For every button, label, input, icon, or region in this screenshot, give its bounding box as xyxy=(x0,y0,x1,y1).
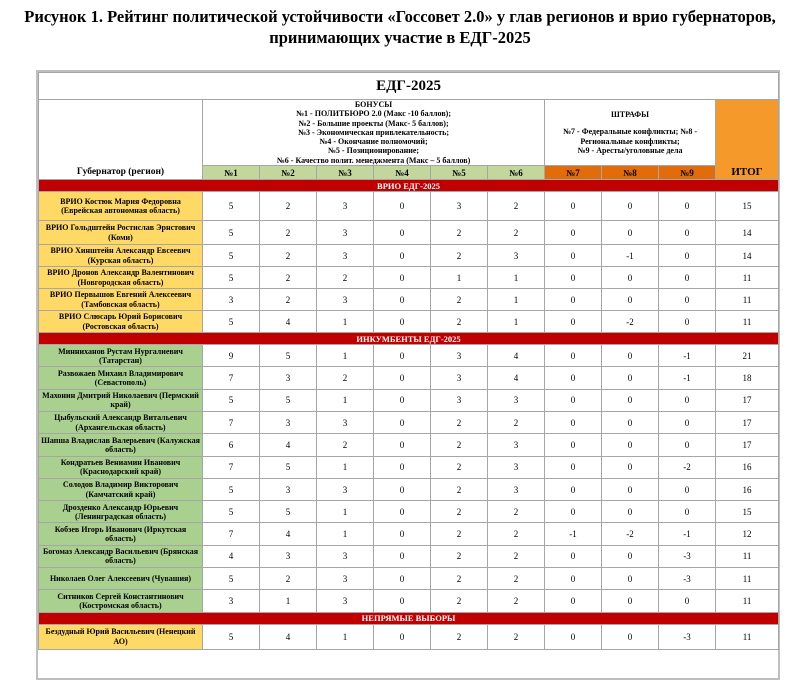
score-cell: 7 xyxy=(203,411,260,433)
score-cell: 0 xyxy=(374,221,431,245)
figure-title: Рисунок 1. Рейтинг политической устойчивости «Госсовет 2.0» у глав регионов и врио губернаторов, принимающих участие в ЕДГ-2025 xyxy=(24,7,776,47)
score-cell: 0 xyxy=(602,568,659,590)
score-cell: 3 xyxy=(488,456,545,478)
score-cell: 7 xyxy=(203,367,260,389)
score-cell: 3 xyxy=(488,389,545,411)
score-cell: 0 xyxy=(602,501,659,523)
score-cell: 5 xyxy=(203,267,260,289)
score-cell: 3 xyxy=(431,389,488,411)
score-cell: 3 xyxy=(260,478,317,500)
score-cell: 2 xyxy=(431,221,488,245)
score-cell: 3 xyxy=(317,545,374,567)
score-cell: 2 xyxy=(317,267,374,289)
governor-name: Богомаз Александр Васильевич (Брянская область) xyxy=(39,545,203,567)
governor-name: Солодов Владимир Викторович (Камчатский край) xyxy=(39,478,203,500)
bonus-line: №2 - Большие проекты (Макс- 5 баллов); xyxy=(298,118,449,128)
score-cell: 0 xyxy=(545,545,602,567)
score-cell: -1 xyxy=(602,245,659,267)
table-row xyxy=(39,221,779,245)
score-cell: 0 xyxy=(659,245,716,267)
bonus-line: №1 - ПОЛИТБЮРО 2.0 (Макс -10 баллов); xyxy=(296,109,451,119)
governor-name: Минниханов Рустам Нургалиевич (Татарстан) xyxy=(39,345,203,367)
score-cell: 3 xyxy=(317,221,374,245)
score-cell: 9 xyxy=(203,345,260,367)
score-cell: 0 xyxy=(545,568,602,590)
score-cell: 0 xyxy=(374,289,431,311)
total-cell: 16 xyxy=(716,478,779,500)
score-cell: 4 xyxy=(488,345,545,367)
score-cell: 4 xyxy=(260,624,317,649)
score-cell: 0 xyxy=(374,434,431,456)
score-cell: 3 xyxy=(203,289,260,311)
table-row xyxy=(39,568,779,590)
governor-name: Николаев Олег Алексеевич (Чувашия) xyxy=(39,568,203,590)
score-cell: 2 xyxy=(431,245,488,267)
column-header-7: №7 xyxy=(545,166,602,180)
score-cell: -1 xyxy=(659,367,716,389)
score-cell: 0 xyxy=(545,411,602,433)
score-cell: 3 xyxy=(488,245,545,267)
score-cell: 4 xyxy=(203,545,260,567)
column-header-2: №2 xyxy=(260,166,317,180)
score-cell: 0 xyxy=(545,245,602,267)
score-cell: 0 xyxy=(545,478,602,500)
score-cell: 5 xyxy=(203,478,260,500)
score-cell: 0 xyxy=(374,568,431,590)
score-cell: 3 xyxy=(260,545,317,567)
score-cell: 1 xyxy=(488,289,545,311)
score-cell: 0 xyxy=(602,389,659,411)
score-cell: 1 xyxy=(317,389,374,411)
score-cell: 3 xyxy=(431,367,488,389)
bonus-title: БОНУСЫ xyxy=(354,100,393,109)
score-cell: 1 xyxy=(317,345,374,367)
table-row xyxy=(39,501,779,523)
rating-table xyxy=(38,72,779,650)
total-cell: 17 xyxy=(716,389,779,411)
score-cell: 3 xyxy=(317,289,374,311)
score-cell: 2 xyxy=(431,624,488,649)
score-cell: 0 xyxy=(659,389,716,411)
score-cell: 0 xyxy=(374,545,431,567)
governor-column-header: Губернатор (регион) xyxy=(39,100,203,180)
score-cell: 4 xyxy=(260,311,317,333)
score-cell: 0 xyxy=(602,590,659,612)
score-cell: 0 xyxy=(659,311,716,333)
score-cell: 2 xyxy=(488,501,545,523)
penalty-title: ШТРАФЫ xyxy=(611,109,649,119)
score-cell: 0 xyxy=(545,434,602,456)
score-cell: 0 xyxy=(602,411,659,433)
score-cell: 0 xyxy=(659,478,716,500)
score-cell: 3 xyxy=(203,590,260,612)
score-cell: 0 xyxy=(545,624,602,649)
score-cell: 0 xyxy=(545,311,602,333)
score-cell: 2 xyxy=(431,501,488,523)
score-cell: 5 xyxy=(260,345,317,367)
total-cell: 16 xyxy=(716,456,779,478)
score-cell: 0 xyxy=(602,221,659,245)
score-cell: 0 xyxy=(374,456,431,478)
score-cell: 0 xyxy=(602,192,659,221)
column-header-3: №3 xyxy=(317,166,374,180)
score-cell: 5 xyxy=(203,221,260,245)
score-cell: 0 xyxy=(545,501,602,523)
total-cell: 15 xyxy=(716,501,779,523)
score-cell: 0 xyxy=(374,389,431,411)
score-cell: 5 xyxy=(203,192,260,221)
score-cell: 1 xyxy=(488,267,545,289)
score-cell: -1 xyxy=(659,523,716,545)
score-cell: 2 xyxy=(317,434,374,456)
score-cell: 2 xyxy=(431,411,488,433)
score-cell: 5 xyxy=(260,501,317,523)
score-cell: 2 xyxy=(431,545,488,567)
score-cell: 5 xyxy=(203,568,260,590)
score-cell: 5 xyxy=(203,624,260,649)
total-cell: 12 xyxy=(716,523,779,545)
section-header: ВРИО ЕДГ-2025 xyxy=(39,180,779,192)
score-cell: 0 xyxy=(374,624,431,649)
table-row xyxy=(39,289,779,311)
score-cell: 0 xyxy=(659,192,716,221)
score-cell: 0 xyxy=(602,545,659,567)
total-cell: 14 xyxy=(716,245,779,267)
total-cell: 11 xyxy=(716,545,779,567)
column-header-1: №1 xyxy=(203,166,260,180)
score-cell: 2 xyxy=(431,523,488,545)
governor-name: Кондратьев Вениамин Иванович (Краснодарский край) xyxy=(39,456,203,478)
bonus-line: №6 - Качество полит. менеджмента (Макс – 5 баллов) xyxy=(276,155,471,165)
score-cell: 1 xyxy=(317,624,374,649)
governor-name: Развожаев Михаил Владимирович (Севастополь) xyxy=(39,367,203,389)
score-cell: 1 xyxy=(317,523,374,545)
score-cell: 2 xyxy=(260,267,317,289)
score-cell: 1 xyxy=(317,501,374,523)
score-cell: 1 xyxy=(317,456,374,478)
score-cell: -2 xyxy=(659,456,716,478)
score-cell: -3 xyxy=(659,568,716,590)
score-cell: 3 xyxy=(317,478,374,500)
column-header-5: №5 xyxy=(431,166,488,180)
score-cell: 0 xyxy=(374,192,431,221)
table-row xyxy=(39,545,779,567)
score-cell: 3 xyxy=(260,411,317,433)
score-cell: 2 xyxy=(317,367,374,389)
score-cell: 2 xyxy=(488,221,545,245)
score-cell: 2 xyxy=(431,590,488,612)
score-cell: 0 xyxy=(602,434,659,456)
score-cell: -2 xyxy=(602,523,659,545)
score-cell: 5 xyxy=(203,245,260,267)
score-cell: 0 xyxy=(374,311,431,333)
score-cell: 0 xyxy=(602,267,659,289)
table-row xyxy=(39,590,779,612)
score-cell: 0 xyxy=(374,267,431,289)
score-cell: 0 xyxy=(374,367,431,389)
score-cell: 0 xyxy=(374,411,431,433)
penalty-line: №9 - Аресты/уголовные дела xyxy=(577,145,683,155)
total-cell: 11 xyxy=(716,267,779,289)
table-row xyxy=(39,245,779,267)
score-cell: 2 xyxy=(260,568,317,590)
score-cell: 0 xyxy=(374,345,431,367)
governor-name: Бездудный Юрий Васильевич (Ненецкий АО) xyxy=(39,624,203,649)
score-cell: 0 xyxy=(545,221,602,245)
score-cell: 1 xyxy=(260,590,317,612)
governor-name: ВРИО Дронов Александр Валентинович (Новгородская область) xyxy=(39,267,203,289)
score-cell: 5 xyxy=(260,389,317,411)
bonus-line: №3 - Экономическая привлекательность; xyxy=(297,127,450,137)
section-header: ИНКУМБЕНТЫ ЕДГ-2025 xyxy=(39,333,779,345)
score-cell: 4 xyxy=(260,523,317,545)
table-row xyxy=(39,192,779,221)
score-cell: 3 xyxy=(317,245,374,267)
score-cell: 0 xyxy=(545,345,602,367)
score-cell: 0 xyxy=(602,345,659,367)
score-cell: -1 xyxy=(659,345,716,367)
table-row xyxy=(39,311,779,333)
table-row xyxy=(39,411,779,433)
score-cell: -1 xyxy=(545,523,602,545)
score-cell: 0 xyxy=(545,590,602,612)
score-cell: 1 xyxy=(488,311,545,333)
score-cell: 0 xyxy=(602,624,659,649)
table-row xyxy=(39,523,779,545)
score-cell: 7 xyxy=(203,456,260,478)
score-cell: 2 xyxy=(488,411,545,433)
score-cell: 2 xyxy=(260,289,317,311)
score-cell: 4 xyxy=(260,434,317,456)
table-row xyxy=(39,267,779,289)
score-cell: 2 xyxy=(431,478,488,500)
table-row xyxy=(39,389,779,411)
score-cell: 3 xyxy=(317,590,374,612)
total-cell: 11 xyxy=(716,590,779,612)
score-cell: 2 xyxy=(431,434,488,456)
score-cell: 0 xyxy=(659,267,716,289)
score-cell: 3 xyxy=(260,367,317,389)
score-cell: 6 xyxy=(203,434,260,456)
score-cell: 2 xyxy=(488,568,545,590)
total-cell: 11 xyxy=(716,311,779,333)
total-cell: 21 xyxy=(716,345,779,367)
score-cell: 0 xyxy=(659,590,716,612)
penalty-header xyxy=(545,100,716,166)
governor-name: ВРИО Первышов Евгений Алексеевич (Тамбовская область) xyxy=(39,289,203,311)
score-cell: 2 xyxy=(431,289,488,311)
score-cell: 0 xyxy=(374,523,431,545)
total-cell: 18 xyxy=(716,367,779,389)
score-cell: 0 xyxy=(602,478,659,500)
score-cell: 5 xyxy=(260,456,317,478)
total-cell: 14 xyxy=(716,221,779,245)
total-column-header: ИТОГ xyxy=(716,100,779,180)
score-cell: 2 xyxy=(488,523,545,545)
score-cell: 0 xyxy=(374,501,431,523)
table-row xyxy=(39,624,779,649)
column-header-9: №9 xyxy=(659,166,716,180)
score-cell: 0 xyxy=(659,289,716,311)
governor-name: Кобзев Игорь Иванович (Иркутская область) xyxy=(39,523,203,545)
score-cell: 3 xyxy=(317,411,374,433)
table-row xyxy=(39,367,779,389)
bonus-line: №4 - Окончание полномочий; xyxy=(319,137,428,147)
score-cell: 3 xyxy=(431,192,488,221)
section-header: НЕПРЯМЫЕ ВЫБОРЫ xyxy=(39,612,779,624)
governor-name: Шапша Владислав Валерьевич (Калужская область) xyxy=(39,434,203,456)
score-cell: 0 xyxy=(659,434,716,456)
table-row xyxy=(39,434,779,456)
score-cell: 2 xyxy=(260,221,317,245)
governor-name: Ситников Сергей Константинович (Костромская область) xyxy=(39,590,203,612)
score-cell: 2 xyxy=(488,590,545,612)
score-cell: 1 xyxy=(431,267,488,289)
governor-name: ВРИО Костюк Мария Федоровна (Еврейская автономная область) xyxy=(39,192,203,221)
governor-name: Цыбульский Александр Витальевич (Архангельская область) xyxy=(39,411,203,433)
governor-name: ВРИО Слюсарь Юрий Борисович (Ростовская область) xyxy=(39,311,203,333)
score-cell: 7 xyxy=(203,523,260,545)
score-cell: 2 xyxy=(260,192,317,221)
score-cell: 0 xyxy=(602,456,659,478)
governor-name: ВРИО Гольдштейн Ростислав Эрнстович (Коми) xyxy=(39,221,203,245)
score-cell: 5 xyxy=(203,311,260,333)
score-cell: 3 xyxy=(431,345,488,367)
score-cell: 2 xyxy=(431,456,488,478)
governor-name: Дрозденко Александр Юрьевич (Ленинградская область) xyxy=(39,501,203,523)
score-cell: 5 xyxy=(203,501,260,523)
score-cell: 0 xyxy=(659,501,716,523)
column-header-6: №6 xyxy=(488,166,545,180)
score-cell: 0 xyxy=(602,367,659,389)
total-cell: 17 xyxy=(716,434,779,456)
score-cell: -2 xyxy=(602,311,659,333)
score-cell: 0 xyxy=(374,245,431,267)
table-banner: ЕДГ-2025 xyxy=(39,73,779,100)
score-cell: 0 xyxy=(374,478,431,500)
score-cell: -3 xyxy=(659,624,716,649)
bonus-header xyxy=(203,100,545,166)
score-cell: 2 xyxy=(431,311,488,333)
governor-name: ВРИО Хинштейн Александр Евсеевич (Курская область) xyxy=(39,245,203,267)
score-cell: 2 xyxy=(488,624,545,649)
score-cell: 0 xyxy=(659,221,716,245)
governor-name: Махонин Дмитрий Николаевич (Пермский край) xyxy=(39,389,203,411)
score-cell: 3 xyxy=(317,568,374,590)
bonus-line: №5 - Позиционирование; xyxy=(327,146,420,156)
score-cell: 0 xyxy=(545,192,602,221)
score-cell: 2 xyxy=(488,545,545,567)
total-cell: 11 xyxy=(716,289,779,311)
total-cell: 15 xyxy=(716,192,779,221)
score-cell: 0 xyxy=(374,590,431,612)
score-cell: 3 xyxy=(488,478,545,500)
table-row xyxy=(39,478,779,500)
total-cell: 11 xyxy=(716,568,779,590)
score-cell: 3 xyxy=(488,434,545,456)
score-cell: 2 xyxy=(260,245,317,267)
score-cell: 0 xyxy=(602,289,659,311)
score-cell: 2 xyxy=(488,192,545,221)
score-cell: 0 xyxy=(545,267,602,289)
total-cell: 17 xyxy=(716,411,779,433)
score-cell: 0 xyxy=(659,411,716,433)
score-cell: 3 xyxy=(317,192,374,221)
table-row xyxy=(39,456,779,478)
total-cell: 11 xyxy=(716,624,779,649)
column-header-8: №8 xyxy=(602,166,659,180)
table-row xyxy=(39,345,779,367)
score-cell: 2 xyxy=(431,568,488,590)
score-cell: 5 xyxy=(203,389,260,411)
score-cell: 0 xyxy=(545,289,602,311)
column-header-4: №4 xyxy=(374,166,431,180)
score-cell: 0 xyxy=(545,389,602,411)
score-cell: 0 xyxy=(545,367,602,389)
score-cell: -3 xyxy=(659,545,716,567)
score-cell: 1 xyxy=(317,311,374,333)
score-cell: 0 xyxy=(545,456,602,478)
penalty-line: №7 - Федеральные конфликты; №8 - Региональные конфликты; xyxy=(563,127,697,146)
score-cell: 4 xyxy=(488,367,545,389)
